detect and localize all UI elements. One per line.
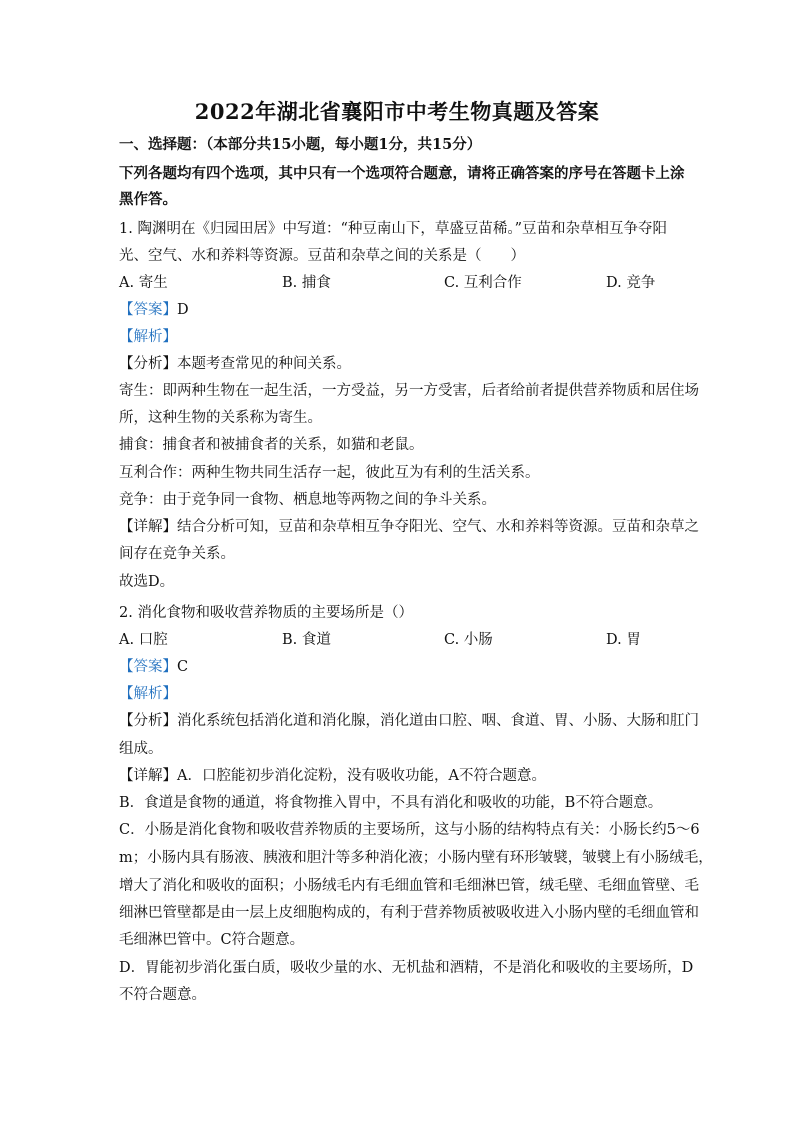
q1-answer-value: D <box>177 302 189 318</box>
q2-answer-tag: 【答案】 <box>119 659 177 675</box>
q2-analysis-tag: 【解析】 <box>119 686 177 702</box>
q2-fenxi-line-2: 组成。 <box>119 741 163 757</box>
q2-fenxi-tag: 【分析】 <box>119 713 177 729</box>
q2-xiangjie-d-line-2: 不符合题意。 <box>119 987 206 1003</box>
q1-fenxi <box>119 354 679 374</box>
q1-jisheng-line-2: 所，这种生物的关系称为寄生。 <box>119 410 322 426</box>
q1-jisheng-line-1: 寄生：即两种生物在一起生活，一方受益，另一方受害，后者给前者提供营养物质和居住场 <box>119 383 699 399</box>
q1-answer <box>119 300 679 320</box>
q1-xiangjie-line-1 <box>119 517 699 537</box>
q1-fenxi-text: 本题考查常见的种间关系。 <box>177 356 351 372</box>
q2-xiangjie-a-text: A．口腔能初步消化淀粉，没有吸收功能，A不符合题意。 <box>177 768 546 784</box>
q1-xiangjie-tag: 【详解】 <box>119 519 177 535</box>
q1-xiangjie-line-2: 间存在竞争关系。 <box>119 546 235 562</box>
q1-xiangjie-text: 结合分析可知，豆苗和杂草相互争夺阳光、空气、水和养料等资源。豆苗和杂草之 <box>177 519 699 535</box>
q1-analysis-heading <box>119 327 679 347</box>
q2-xiangjie-a <box>119 766 679 786</box>
q2-xiangjie-c-line-5: 毛细淋巴管中。C符合题意。 <box>119 932 305 948</box>
q2-xiangjie-d-line-1: D．胃能初步消化蛋白质，吸收少量的水、无机盐和酒精，不是消化和吸收的主要场所，D <box>119 960 694 976</box>
q2-option-a: A. 口腔 <box>119 632 168 648</box>
q2-analysis-heading <box>119 684 679 704</box>
q2-xiangjie-c-line-4: 细淋巴管壁都是由一层上皮细胞构成的，有利于营养物质被吸收进入小肠内壁的毛细血管和 <box>119 905 699 921</box>
q2-xiangjie-tag: 【详解】 <box>119 768 177 784</box>
instruction-line-2: 黑作答。 <box>119 191 177 208</box>
q1-bushi: 捕食：捕食者和被捕食者的关系，如猫和老鼠。 <box>119 437 424 453</box>
q2-xiangjie-b: B．食道是食物的通道，将食物推入胃中，不具有消化和吸收的功能，B不符合题意。 <box>119 795 663 811</box>
q1-option-c: C. 互利合作 <box>444 275 522 291</box>
q2-answer-value: C <box>177 659 189 675</box>
q1-option-d: D. 竞争 <box>606 275 656 291</box>
page-title: 2022年湖北省襄阳市中考生物真题及答案 <box>194 99 600 124</box>
q1-conclusion: 故选D。 <box>119 574 175 590</box>
q2-option-d: D. 胃 <box>606 632 641 648</box>
q2-fenxi-text: 消化系统包括消化道和消化腺，消化道由口腔、咽、食道、胃、小肠、大肠和肛门 <box>177 713 699 729</box>
q1-answer-tag: 【答案】 <box>119 302 177 318</box>
q1-analysis-tag: 【解析】 <box>119 329 177 345</box>
section-heading: 一、选择题：（本部分共15小题，每小题1分，共15分） <box>119 136 482 153</box>
q2-fenxi-line-1 <box>119 711 699 731</box>
q2-xiangjie-c-line-2: m；小肠内具有肠液、胰液和胆汁等多种消化液；小肠内壁有环形皱襞，皱襞上有小肠绒毛， <box>119 850 713 866</box>
q2-option-b: B. 食道 <box>282 632 331 648</box>
q2-answer <box>119 657 679 677</box>
q2-option-c: C. 小肠 <box>444 632 493 648</box>
q1-jingzheng: 竞争：由于竞争同一食物、栖息地等两物之间的争斗关系。 <box>119 492 496 508</box>
q1-huli: 互利合作：两种生物共同生活存一起，彼此互为有利的生活关系。 <box>119 465 540 481</box>
instruction-line-1: 下列各题均有四个选项，其中只有一个选项符合题意，请将正确答案的序号在答题卡上涂 <box>119 165 685 182</box>
q1-stem-line-2: 光、空气、水和养料等资源。豆苗和杂草之间的关系是（ ） <box>119 248 525 264</box>
q2-xiangjie-c-line-1: C．小肠是消化食物和吸收营养物质的主要场所，这与小肠的结构特点有关：小肠长约5～6 <box>119 822 700 838</box>
q1-fenxi-tag: 【分析】 <box>119 356 177 372</box>
q2-xiangjie-c-line-3: 增大了消化和吸收的面积；小肠绒毛内有毛细血管和毛细淋巴管，绒毛壁、毛细血管壁、毛 <box>119 878 699 894</box>
q2-stem: 2. 消化食物和吸收营养物质的主要场所是（） <box>119 605 413 621</box>
q1-option-a: A. 寄生 <box>119 275 168 291</box>
q1-option-b: B. 捕食 <box>282 275 331 291</box>
q1-stem-line-1: 1. 陶渊明在《归园田居》中写道：“种豆南山下，草盛豆苗稀。”豆苗和杂草相互争夺阳 <box>119 221 668 237</box>
